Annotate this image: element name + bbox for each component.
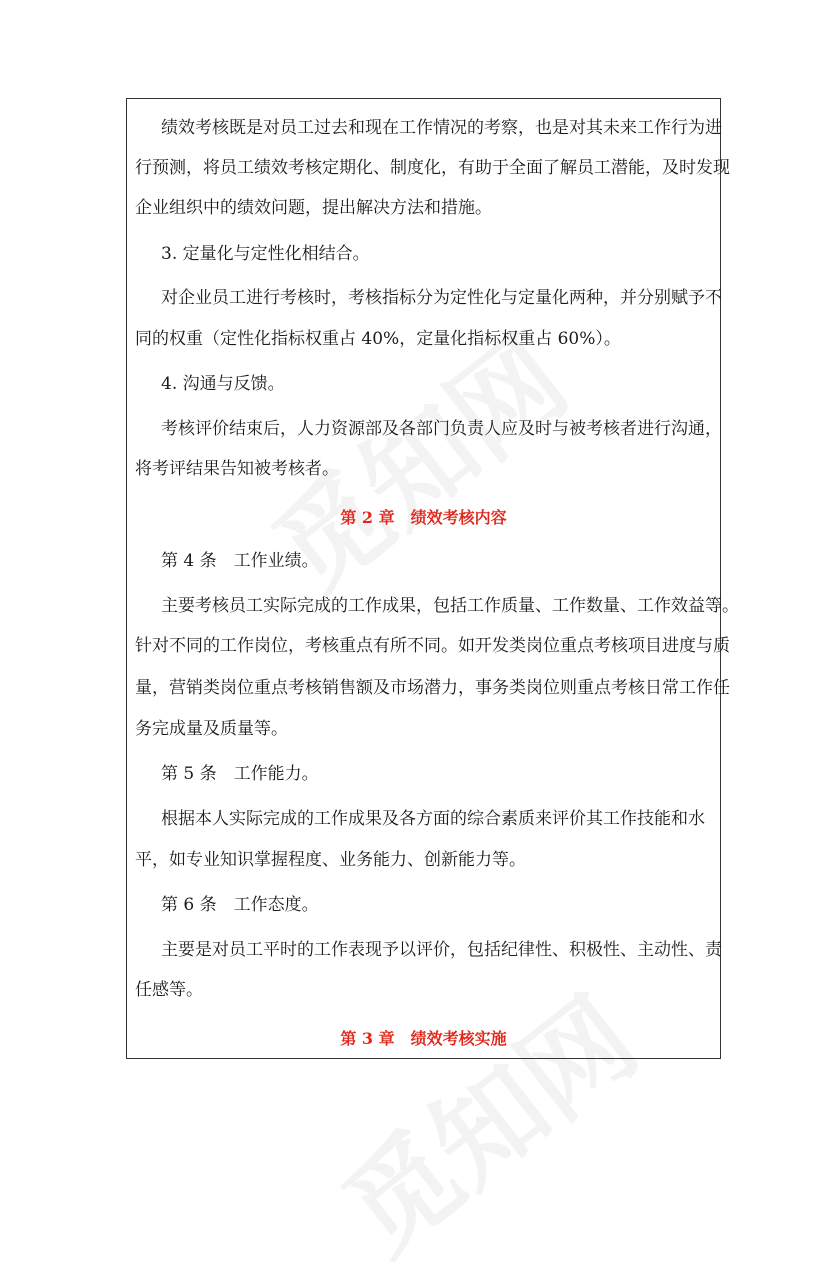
paragraph-line: 对企业员工进行考核时，考核指标分为定性化与定量化两种，并分别赋予不 [161,288,722,308]
paragraph-line: 务完成量及质量等。 [135,719,288,739]
paragraph-line: 企业组织中的绩效问题，提出解决方法和措施。 [135,198,492,218]
paragraph-line: 主要考核员工实际完成的工作成果，包括工作质量、工作数量、工作效益等。 [161,596,739,616]
paragraph-line: 任感等。 [135,980,203,1000]
paragraph-line: 同的权重（定性化指标权重占 40%，定量化指标权重占 60%）。 [135,329,621,349]
list-item: 3. 定量化与定性化相结合。 [161,244,370,264]
list-item: 4. 沟通与反馈。 [161,374,285,394]
paragraph-line: 行预测，将员工绩效考核定期化、制度化，有助于全面了解员工潜能，及时发现 [135,158,730,178]
article-title: 第 4 条 工作业绩。 [161,551,319,571]
paragraph-line: 绩效考核既是对员工过去和现在工作情况的考察，也是对其未来工作行为进 [161,118,722,138]
paragraph-line: 根据本人实际完成的工作成果及各方面的综合素质来评价其工作技能和水 [161,809,705,829]
chapter-heading: 第 3 章 绩效考核实施 [340,1029,507,1048]
paragraph-line: 平，如专业知识掌握程度、业务能力、创新能力等。 [135,850,526,870]
chapter-heading: 第 2 章 绩效考核内容 [340,508,507,527]
paragraph-line: 考核评价结束后，人力资源部及各部门负责人应及时与被考核者进行沟通， [161,419,722,439]
paragraph-line: 主要是对员工平时的工作表现予以评价，包括纪律性、积极性、主动性、责 [161,940,722,960]
article-title: 第 6 条 工作态度。 [161,895,319,915]
paragraph-line: 将考评结果告知被考核者。 [135,459,339,479]
paragraph-line: 量，营销类岗位重点考核销售额及市场潜力，事务类岗位则重点考核日常工作任 [135,678,730,698]
article-title: 第 5 条 工作能力。 [161,764,319,784]
paragraph-line: 针对不同的工作岗位，考核重点有所不同。如开发类岗位重点考核项目进度与质 [135,636,730,656]
document-frame [126,98,739,1059]
